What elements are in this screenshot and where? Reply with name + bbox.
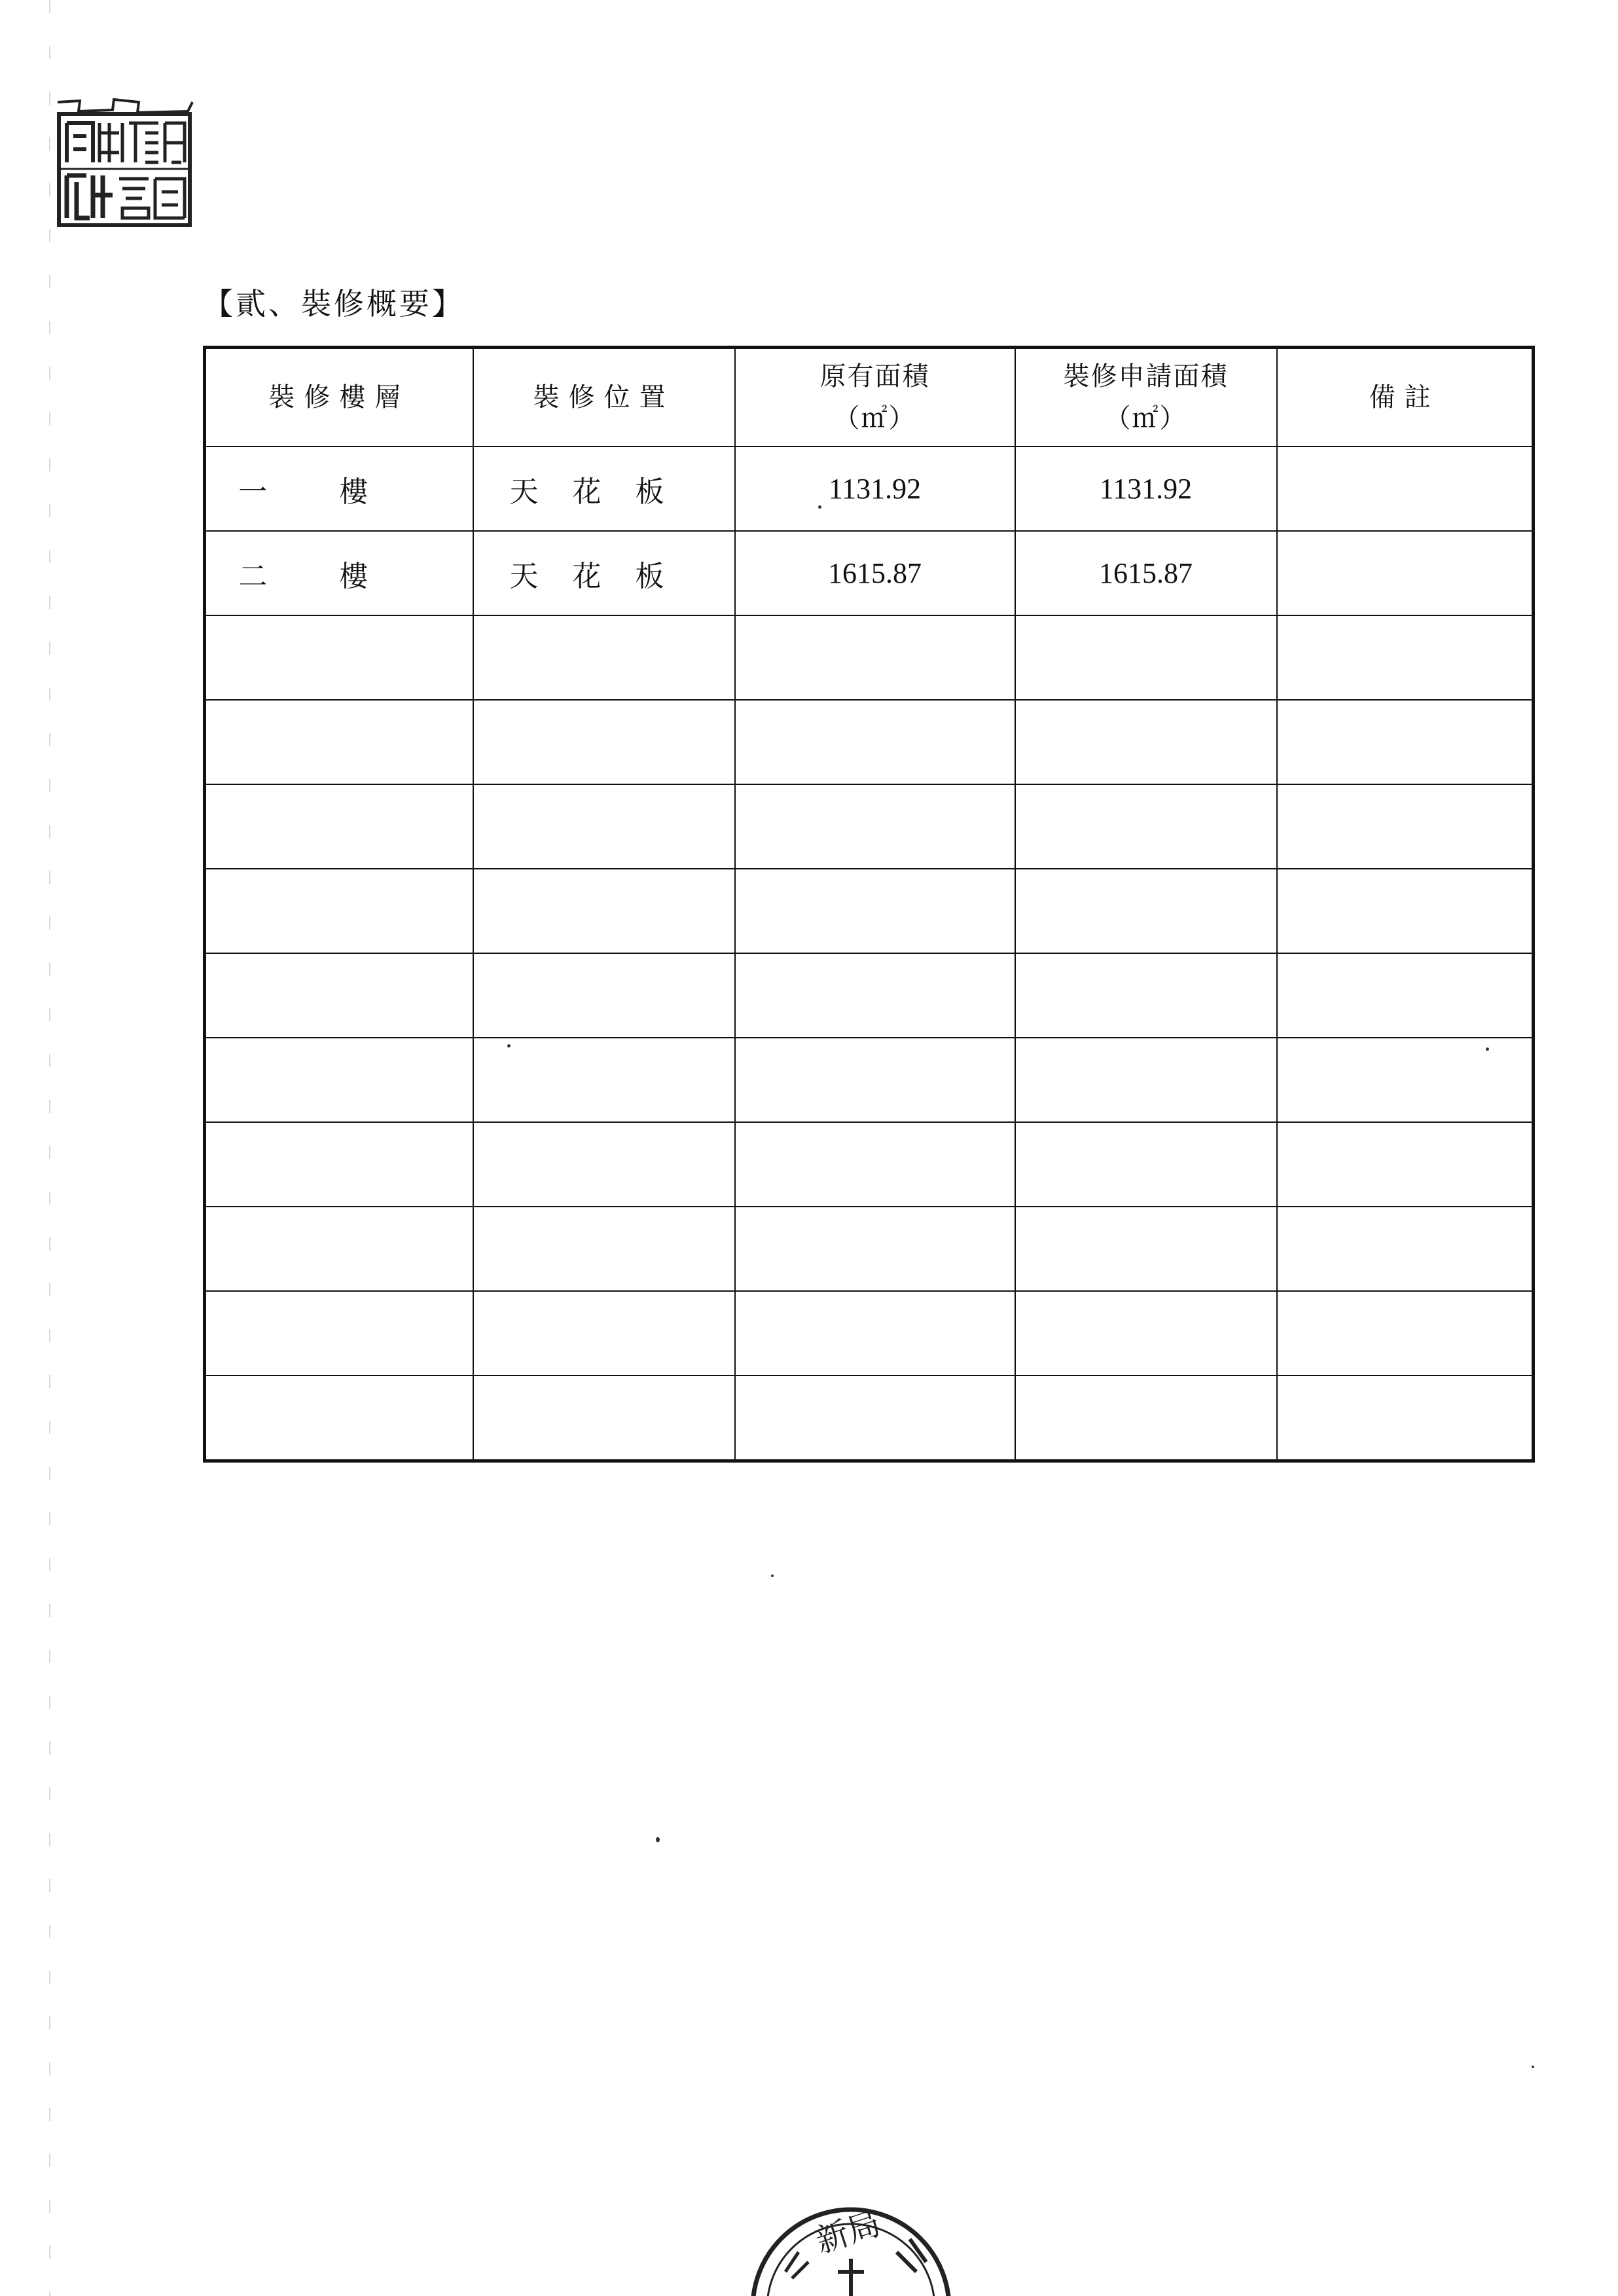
cell-original-area bbox=[735, 784, 1015, 869]
cell-original-area bbox=[735, 700, 1015, 784]
cell-applied-area bbox=[1015, 700, 1277, 784]
cell-remarks bbox=[1277, 531, 1534, 615]
cell-location: 天花板 bbox=[473, 531, 735, 615]
cell-location bbox=[473, 1207, 735, 1291]
cell-original-area bbox=[735, 1291, 1015, 1376]
cell-applied-area bbox=[1015, 1376, 1277, 1461]
cell-floor bbox=[205, 1122, 473, 1207]
cell-original-area: 1615.87 bbox=[735, 531, 1015, 615]
cell-original-area: 1131.92 bbox=[735, 446, 1015, 531]
square-seal-stamp-icon bbox=[54, 97, 198, 231]
cell-floor bbox=[205, 784, 473, 869]
cell-applied-area: 1615.87 bbox=[1015, 531, 1277, 615]
table-row bbox=[205, 1291, 1534, 1376]
cell-floor bbox=[205, 1038, 473, 1122]
cell-floor: 一樓 bbox=[205, 446, 473, 531]
cell-location: 天花板 bbox=[473, 446, 735, 531]
cell-original-area bbox=[735, 1122, 1015, 1207]
cell-remarks bbox=[1277, 1376, 1534, 1461]
cell-original-area bbox=[735, 615, 1015, 700]
cell-remarks bbox=[1277, 1038, 1534, 1122]
scan-speck bbox=[1532, 2066, 1534, 2068]
cell-location bbox=[473, 1038, 735, 1122]
cell-original-area bbox=[735, 1207, 1015, 1291]
cell-applied-area bbox=[1015, 784, 1277, 869]
table-row bbox=[205, 953, 1534, 1038]
table-row bbox=[205, 784, 1534, 869]
cell-remarks bbox=[1277, 615, 1534, 700]
cell-location bbox=[473, 615, 735, 700]
cell-location bbox=[473, 1376, 735, 1461]
cell-location bbox=[473, 784, 735, 869]
table-row bbox=[205, 446, 1534, 531]
table-row bbox=[205, 531, 1534, 615]
seal-text: 新局 bbox=[811, 2204, 886, 2261]
cell-applied-area bbox=[1015, 1291, 1277, 1376]
cell-location bbox=[473, 1122, 735, 1207]
table-row bbox=[205, 615, 1534, 700]
cell-floor bbox=[205, 953, 473, 1038]
scan-speck bbox=[507, 1044, 511, 1048]
header-applied-area-unit: （㎡） bbox=[1104, 403, 1187, 433]
cell-floor bbox=[205, 869, 473, 953]
cell-location bbox=[473, 953, 735, 1038]
cell-location bbox=[473, 869, 735, 953]
header-original-area bbox=[735, 348, 1015, 447]
cell-remarks bbox=[1277, 1291, 1534, 1376]
cell-floor bbox=[205, 700, 473, 784]
cell-original-area bbox=[735, 869, 1015, 953]
scan-speck bbox=[656, 1837, 660, 1842]
scan-speck bbox=[771, 1575, 774, 1577]
cell-remarks bbox=[1277, 784, 1534, 869]
header-original-area-unit: （㎡） bbox=[833, 403, 916, 433]
header-original-area-label: 原有面積 bbox=[819, 361, 930, 392]
table-row bbox=[205, 1038, 1534, 1122]
cell-remarks bbox=[1277, 1122, 1534, 1207]
header-location: 裝修位置 bbox=[473, 348, 735, 447]
cell-applied-area bbox=[1015, 1122, 1277, 1207]
cell-remarks bbox=[1277, 1207, 1534, 1291]
cell-remarks bbox=[1277, 446, 1534, 531]
cell-floor bbox=[205, 615, 473, 700]
round-official-seal-icon bbox=[746, 2174, 956, 2296]
section-title: 【貳、裝修概要】 bbox=[203, 286, 465, 321]
renovation-summary-table bbox=[203, 346, 1535, 1463]
header-floor: 裝修樓層 bbox=[205, 348, 473, 447]
header-applied-area-label: 裝修申請面積 bbox=[1063, 361, 1229, 392]
scan-speck bbox=[818, 505, 821, 509]
cell-location bbox=[473, 700, 735, 784]
cell-original-area bbox=[735, 1038, 1015, 1122]
cell-remarks bbox=[1277, 953, 1534, 1038]
cell-applied-area bbox=[1015, 615, 1277, 700]
cell-remarks bbox=[1277, 869, 1534, 953]
cell-floor bbox=[205, 1207, 473, 1291]
scan-edge-marks bbox=[49, 0, 50, 2296]
header-applied-area bbox=[1015, 348, 1277, 447]
table-row bbox=[205, 700, 1534, 784]
table-row bbox=[205, 1207, 1534, 1291]
header-remarks: 備註 bbox=[1277, 348, 1534, 447]
scan-speck bbox=[1486, 1048, 1489, 1051]
cell-floor: 二樓 bbox=[205, 531, 473, 615]
cell-applied-area bbox=[1015, 953, 1277, 1038]
cell-original-area bbox=[735, 953, 1015, 1038]
table-row bbox=[205, 1122, 1534, 1207]
cell-floor bbox=[205, 1376, 473, 1461]
cell-remarks bbox=[1277, 700, 1534, 784]
cell-applied-area bbox=[1015, 1207, 1277, 1291]
cell-applied-area bbox=[1015, 869, 1277, 953]
cell-applied-area bbox=[1015, 1038, 1277, 1122]
cell-location bbox=[473, 1291, 735, 1376]
cell-original-area bbox=[735, 1376, 1015, 1461]
table-row bbox=[205, 1376, 1534, 1461]
table-row bbox=[205, 869, 1534, 953]
cell-applied-area: 1131.92 bbox=[1015, 446, 1277, 531]
cell-floor bbox=[205, 1291, 473, 1376]
table-header-row bbox=[205, 348, 1534, 447]
